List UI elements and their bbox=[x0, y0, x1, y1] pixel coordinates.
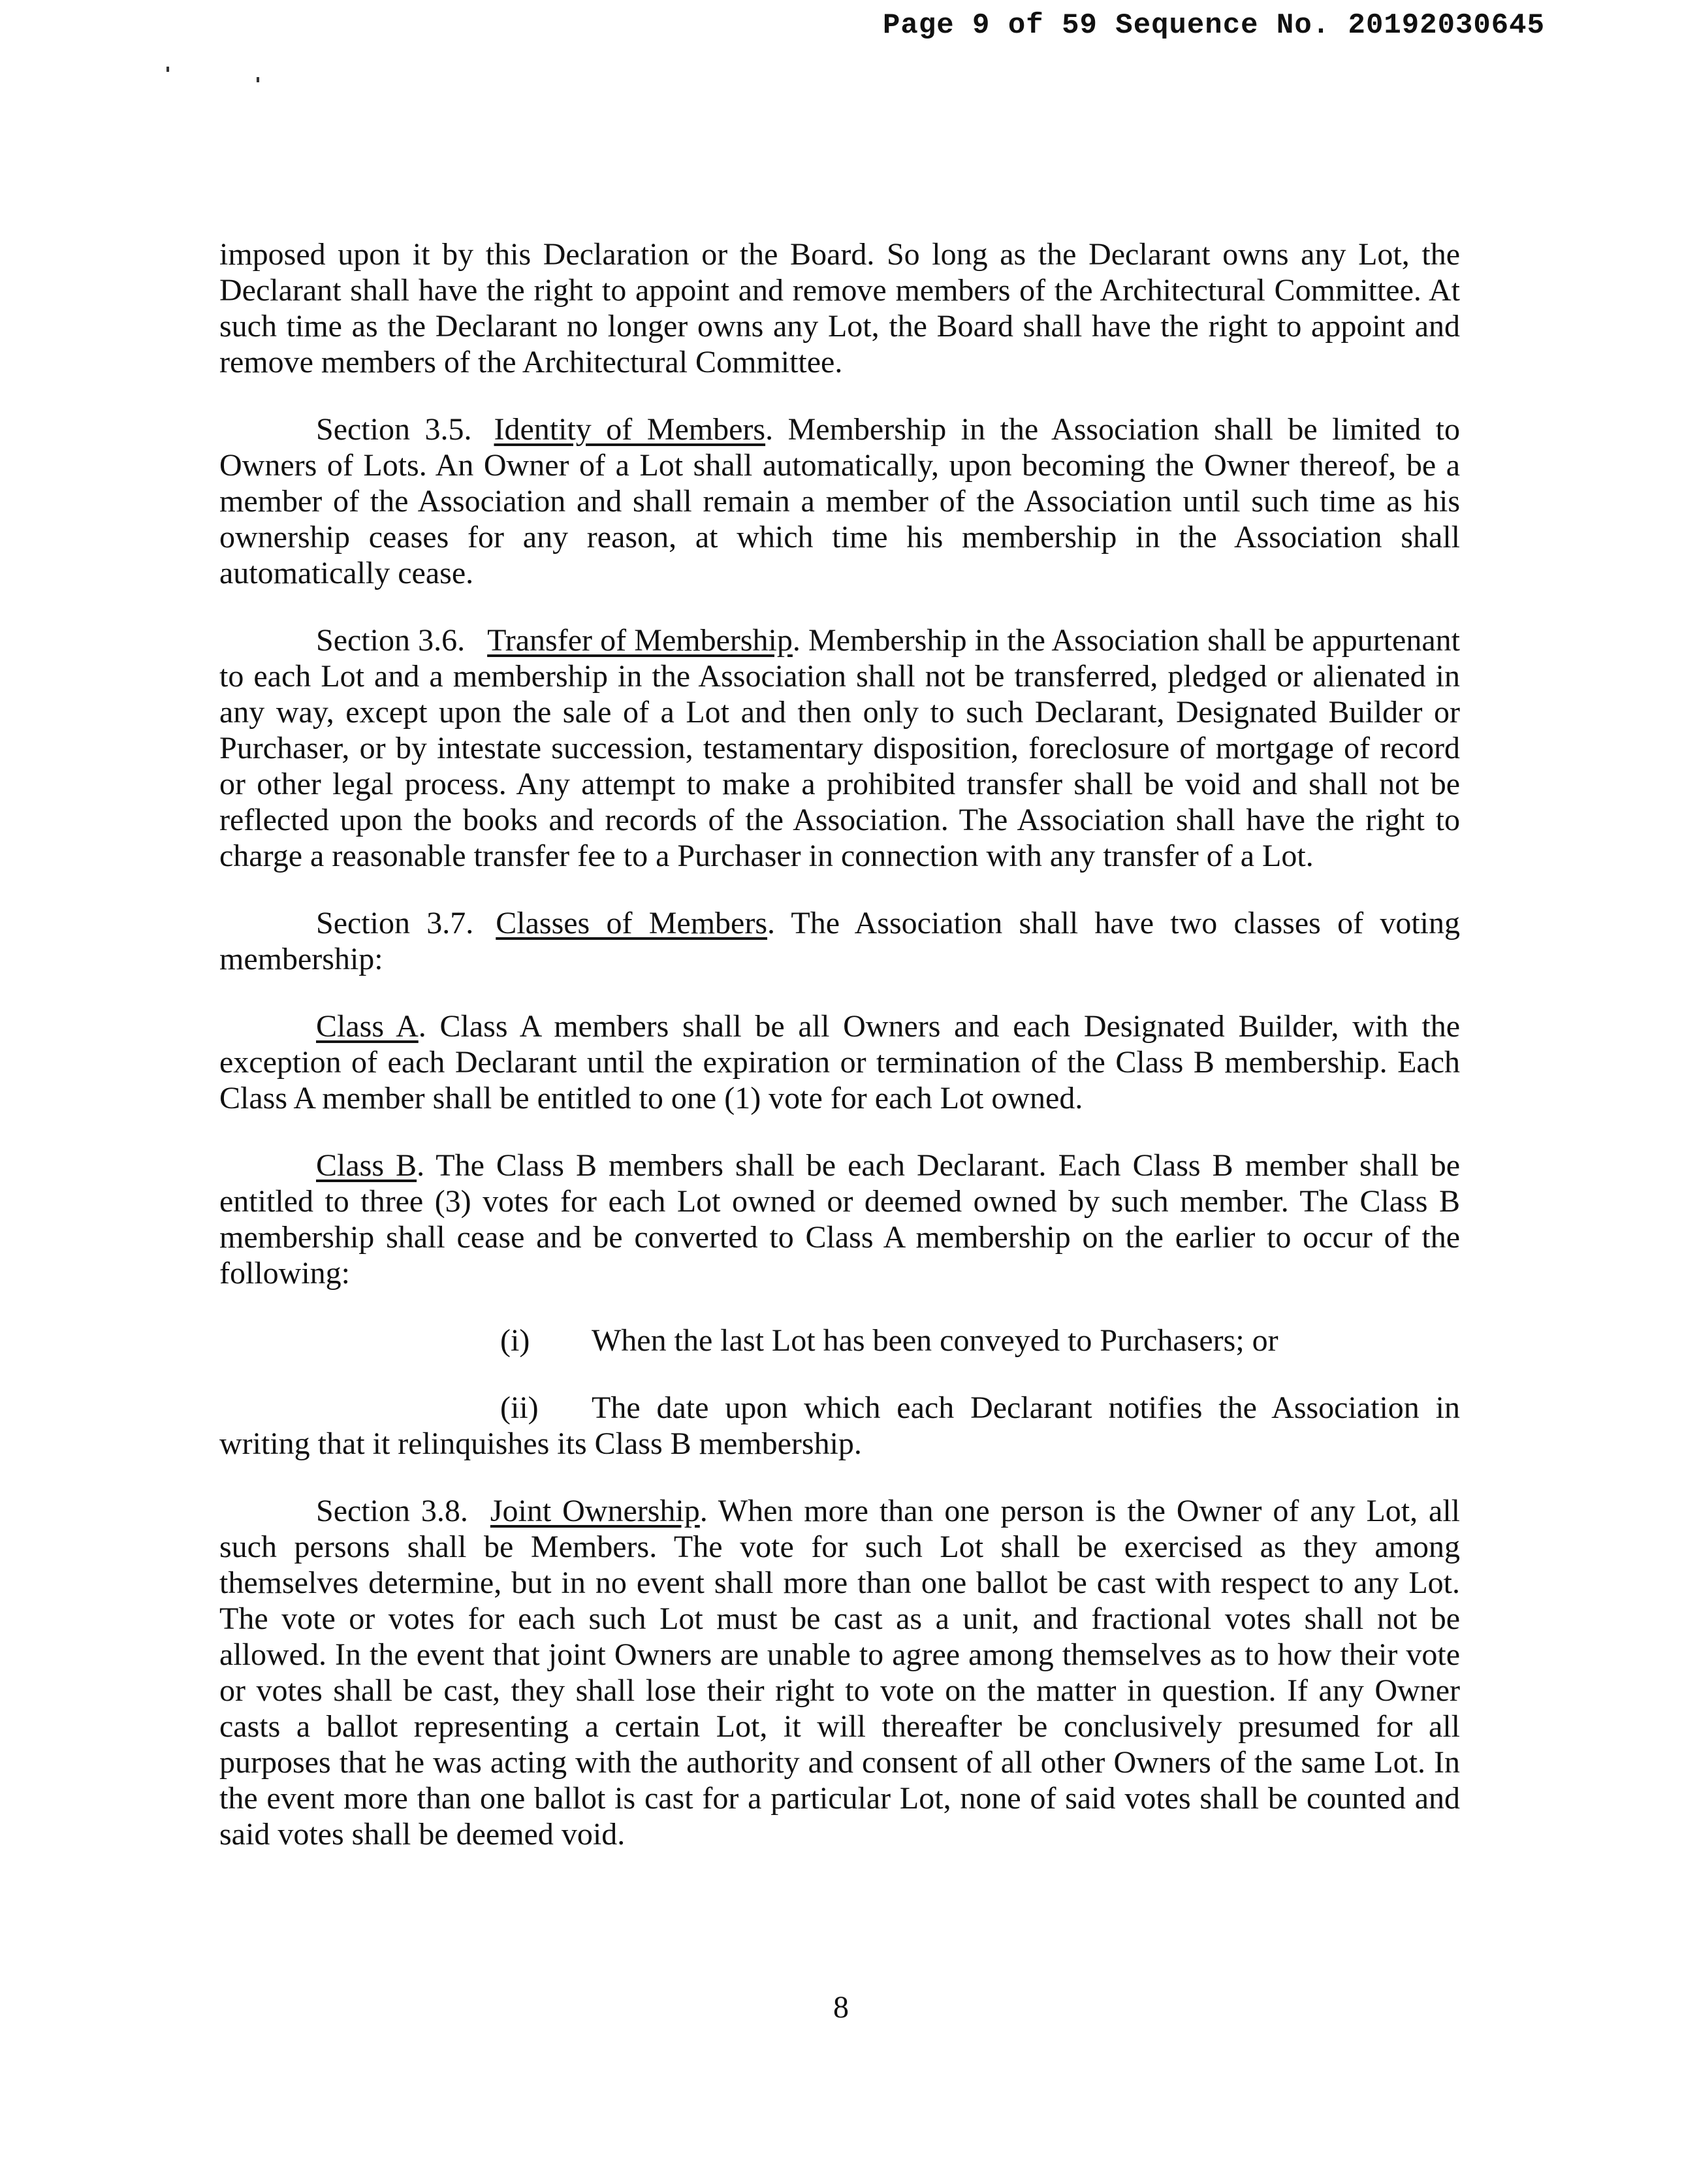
class-title: Class A bbox=[316, 1009, 419, 1044]
page-sequence-header: Page 9 of 59 Sequence No. 20192030645 bbox=[883, 9, 1545, 42]
list-item-i bbox=[219, 1323, 1460, 1358]
class-a-paragraph bbox=[219, 1008, 1460, 1116]
section-number: Section 3.5. bbox=[316, 412, 472, 447]
document-body bbox=[219, 236, 1460, 1884]
section-text: . When more than one person is the Owner of any Lot, all such persons shall be Members. The vote for such Lot shall be exercised as they among themselves determine, but in no event shall more than one ballot be cast with respect to any Lot. The vote or votes for each such Lot must be cast as a unit, and fractional votes shall not be allowed. In the event that joint Owners are unable to agree among themselves as to how their vote or votes shall be cast, they shall lose their right to vote on the matter in question. If any Owner casts a ballot representing a certain Lot, it will thereafter be conclusively presumed for all purposes that he was acting with the authority and consent of all other Owners of the same Lot. In the event more than one ballot is cast for a particular Lot, none of said votes shall be counted and said votes shall be deemed void. bbox=[219, 1494, 1460, 1852]
section-3-7 bbox=[219, 905, 1460, 977]
list-marker: (i) bbox=[500, 1323, 530, 1358]
scan-speck bbox=[167, 67, 169, 72]
list-item-ii bbox=[219, 1390, 1460, 1462]
class-b-paragraph bbox=[219, 1148, 1460, 1291]
section-number: Section 3.6. bbox=[316, 623, 466, 658]
page-number: 8 bbox=[833, 1990, 849, 2025]
section-title: Joint Ownership bbox=[490, 1494, 700, 1528]
section-number: Section 3.8. bbox=[316, 1494, 468, 1528]
section-text: . The Association shall have two classes of voting membership: bbox=[219, 906, 1460, 976]
paragraph-continuation: imposed upon it by this Declaration or the Board. So long as the Declarant owns any Lot, the Declarant shall have the right to appoint and remove members of the Architectural Committee. At such time as the Declarant no longer owns any Lot, the Board shall have the right to appoint and remove members of the Architectural Committee. bbox=[219, 237, 1460, 379]
class-title: Class B bbox=[316, 1148, 417, 1183]
class-text: . The Class B members shall be each Declarant. Each Class B member shall be entitled to three (3) votes for each Lot owned or deemed owned by such member. The Class B membership shall cease and be converted to Class A membership on the earlier to occur of the following: bbox=[219, 1148, 1460, 1291]
list-marker: (ii) bbox=[500, 1390, 539, 1425]
class-text: . Class A members shall be all Owners and each Designated Builder, with the exception of each Declarant until the expiration or termination of the Class B membership. Each Class A member shall be entitled to one (1) vote for each Lot owned. bbox=[219, 1009, 1460, 1116]
scan-speck bbox=[257, 77, 259, 82]
section-3-5 bbox=[219, 411, 1460, 591]
section-number: Section 3.7. bbox=[316, 906, 474, 940]
list-text: When the last Lot has been conveyed to Purchasers; or bbox=[592, 1323, 1278, 1358]
section-title: Transfer of Membership bbox=[487, 623, 793, 658]
section-text: . Membership in the Association shall be limited to Owners of Lots. An Owner of a Lot shall automatically, upon becoming the Owner thereof, be a member of the Association and shall remain a member of the Association until such time as his ownership ceases for any reason, at which time his membership in the Association shall automatically cease. bbox=[219, 412, 1460, 590]
section-3-8 bbox=[219, 1493, 1460, 1852]
list-text: The date upon which each Declarant notifies the Association in writing that it relinquishes its Class B membership. bbox=[219, 1390, 1460, 1461]
section-3-6 bbox=[219, 622, 1460, 874]
section-title: Identity of Members bbox=[494, 412, 766, 447]
section-text: . Membership in the Association shall be appurtenant to each Lot and a membership in the Association shall not be transferred, pledged or alienated in any way, except upon the sale of a Lot and then only to such Declarant, Designated Builder or Purchaser, or by intestate succession, testamentary disposition, foreclosure of mortgage of record or other legal process. Any attempt to make a prohibited transfer shall be void and shall not be reflected upon the books and records of the Association. The Association shall have the right to charge a reasonable transfer fee to a Purchaser in connection with any transfer of a Lot. bbox=[219, 623, 1460, 873]
section-title: Classes of Members bbox=[496, 906, 768, 940]
